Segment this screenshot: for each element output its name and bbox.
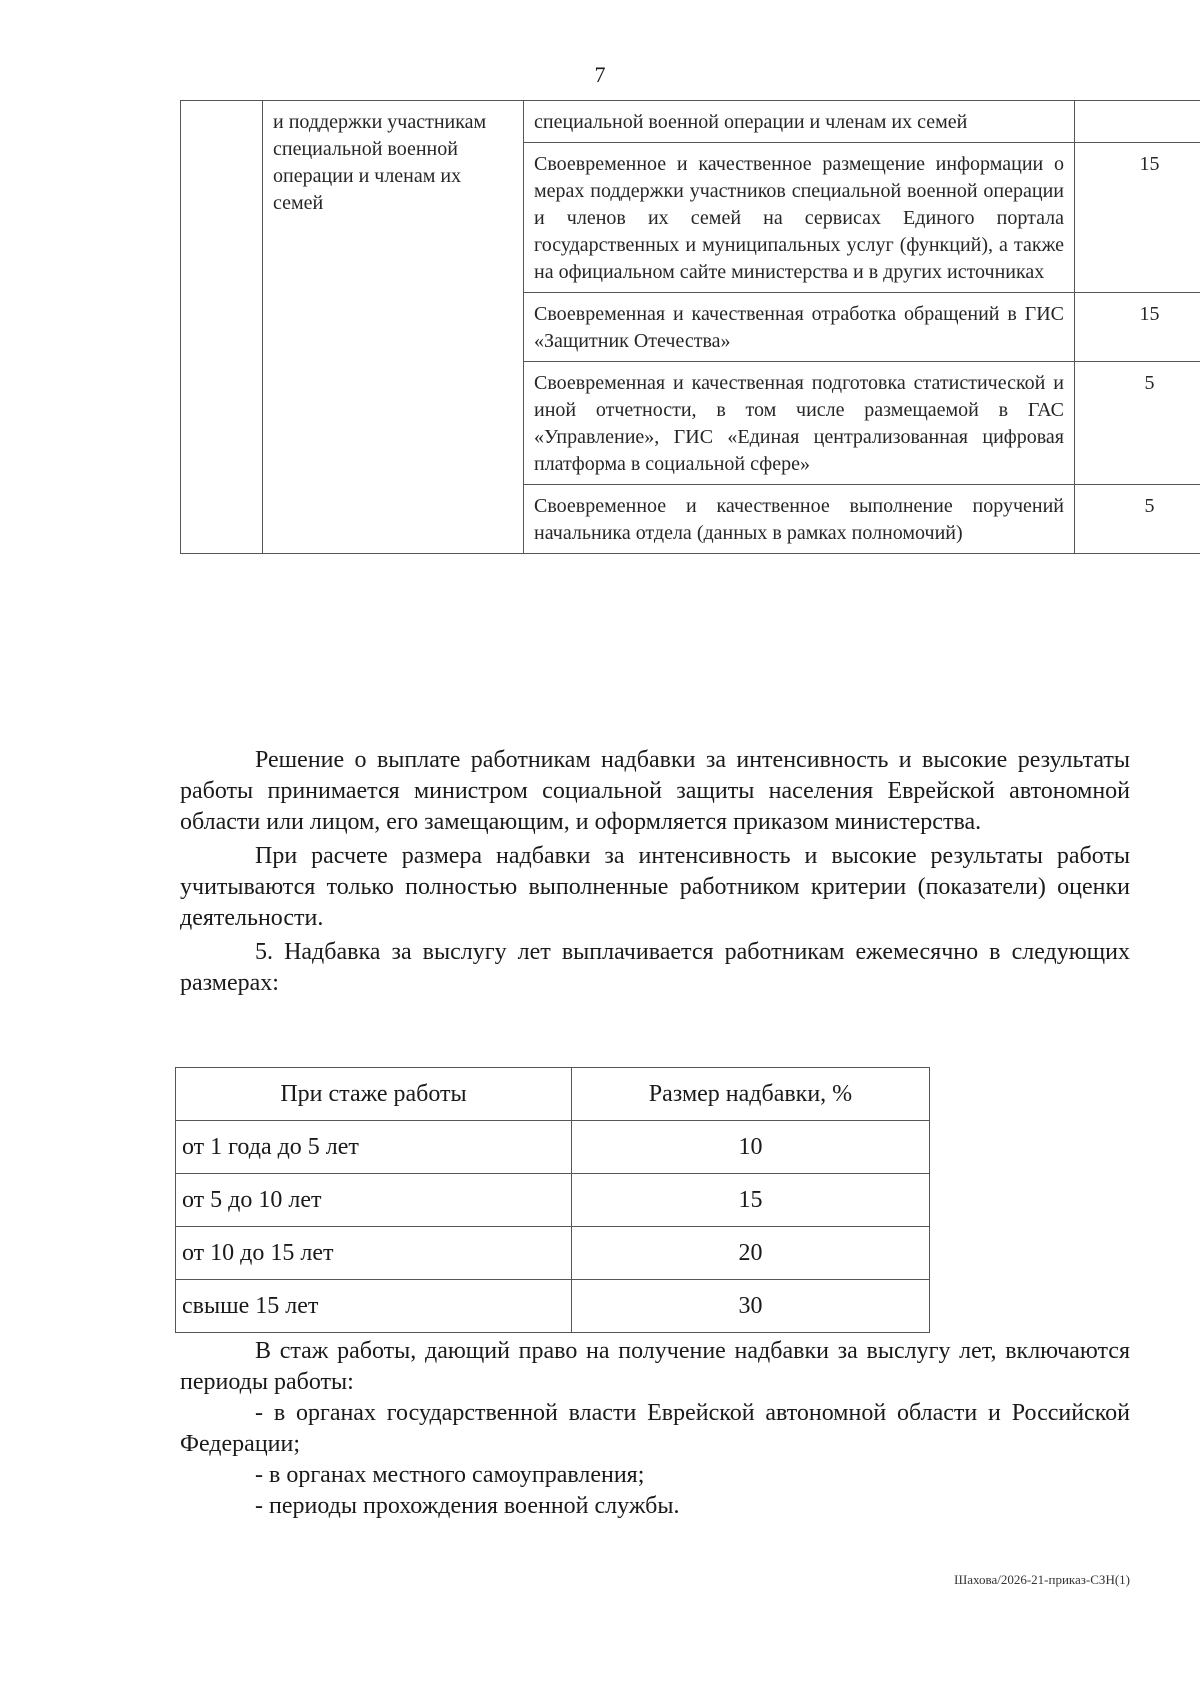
allowance-percent: 30 [572, 1280, 930, 1333]
body-text-continued [180, 1336, 1130, 1522]
paragraph-calculation: При расчете размера надбавки за интенсивность и высокие результаты работы учитываются только полностью выполненные работником критерии (показатели) оценки деятельности. [180, 843, 1130, 931]
body-text [180, 745, 1130, 999]
criterion-text: Своевременная и качественная подготовка статистической и иной отчетности, в том числе размещаемой в ГАС «Управление», ГИС «Единая централизованная цифровая платформа в социальной сфере» [524, 362, 1075, 485]
criterion-text: Своевременное и качественное выполнение поручений начальника отдела (данных в рамках полномочий) [524, 485, 1075, 554]
table-row [181, 101, 1200, 143]
allowance-percent: 20 [572, 1227, 930, 1280]
criteria-table [180, 100, 1200, 554]
table-row [176, 1227, 930, 1280]
document-footer-reference: Шахова/2026-21-приказ-СЗН(1) [954, 1572, 1130, 1587]
list-item: - периоды прохождения военной службы. [255, 1493, 680, 1519]
paragraph-service-periods: В стаж работы, дающий право на получение надбавки за выслугу лет, включаются периоды работы: [180, 1338, 1130, 1395]
criterion-points: 5 [1075, 362, 1200, 485]
criterion-points: 15 [1075, 293, 1200, 362]
column-header-percent: Размер надбавки, % [572, 1068, 930, 1121]
table-header-row [176, 1068, 930, 1121]
seniority-table [175, 1067, 930, 1333]
list-item: - в органах местного самоуправления; [255, 1462, 645, 1488]
criterion-text: Своевременная и качественная отработка обращений в ГИС «Защитник Отечества» [524, 293, 1075, 362]
allowance-percent: 15 [572, 1174, 930, 1227]
experience-range: от 1 года до 5 лет [176, 1121, 572, 1174]
paragraph-seniority-allowance: 5. Надбавка за выслугу лет выплачивается работникам ежемесячно в следующих размерах: [180, 939, 1130, 996]
criterion-points: 5 [1075, 485, 1200, 554]
criterion-text: специальной военной операции и членам их семей [524, 101, 1075, 143]
experience-range: от 10 до 15 лет [176, 1227, 572, 1280]
experience-range: свыше 15 лет [176, 1280, 572, 1333]
table-cell-empty [181, 101, 263, 554]
criterion-points: 15 [1075, 143, 1200, 293]
criterion-points [1075, 101, 1200, 143]
list-item: - в органах государственной власти Еврейской автономной области и Российской Федерации; [180, 1400, 1130, 1457]
table-row [176, 1121, 930, 1174]
criteria-group-label: и поддержки участникам специальной военной операции и членам их семей [263, 101, 524, 554]
table-row [176, 1174, 930, 1227]
criterion-text: Своевременное и качественное размещение информации о мерах поддержки участников специальной военной операции и членов их семей на сервисах Единого портала государственных и муниципальных услуг (функций), а также на официальном сайте министерства и в других источниках [524, 143, 1075, 293]
column-header-experience: При стаже работы [176, 1068, 572, 1121]
paragraph-decision: Решение о выплате работникам надбавки за интенсивность и высокие результаты работы принимается министром социальной защиты населения Еврейской автономной области или лицом, его замещающим, и оформляется приказом министерства. [180, 747, 1130, 835]
page-number: 7 [594, 62, 606, 87]
experience-range: от 5 до 10 лет [176, 1174, 572, 1227]
allowance-percent: 10 [572, 1121, 930, 1174]
table-row [176, 1280, 930, 1333]
